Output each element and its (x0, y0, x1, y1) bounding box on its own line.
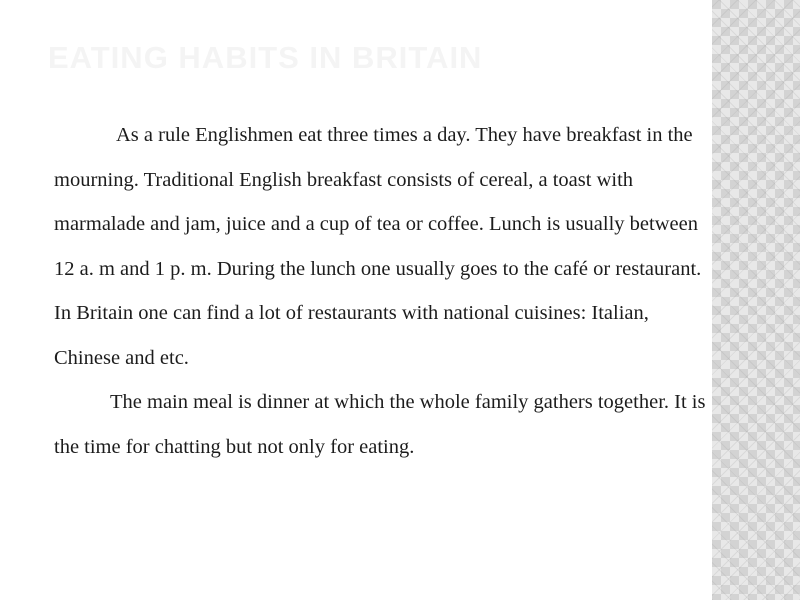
paragraph-1: As a rule Englishmen eat three times a day. They have breakfast in the mourning. Traditional English breakfast consists of cereal, a toast with marmalade and jam, juice and a cup of tea or coffee. Lunch is usually between 12 a. m and 1 p. m. During the lunch one usually goes to the café or restaurant. In Britain one can find a lot of restaurants with national cuisines: Italian, Chinese and etc. (54, 124, 702, 369)
decorative-side-pattern (712, 0, 800, 600)
paragraph-2: The main meal is dinner at which the whole family gathers together. It is the time for chatting but not only for eating. (54, 391, 706, 458)
slide-title: EATING HABITS IN BRITAIN (48, 40, 483, 75)
slide-body (54, 113, 706, 469)
